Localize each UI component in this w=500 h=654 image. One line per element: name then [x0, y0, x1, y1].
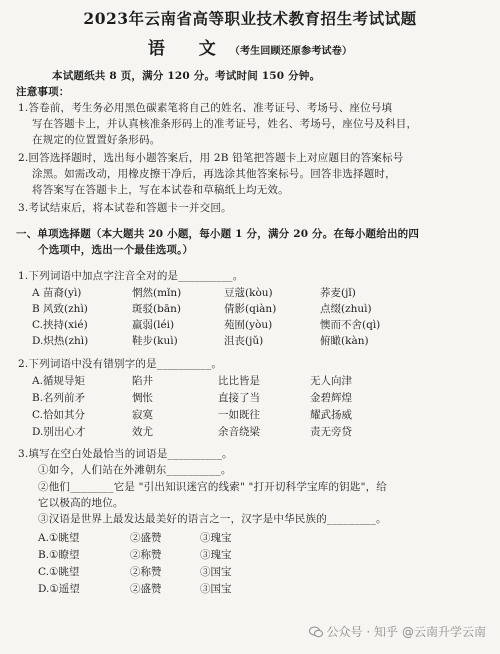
option-cell: 余音绕梁: [218, 426, 260, 438]
section-heading-cont: 个选项中，选出一个最佳选项。）: [38, 244, 194, 256]
option-cell: 陷井: [132, 375, 153, 387]
option-cell: 荞麦(jǐ): [320, 287, 356, 299]
option-cell: C.恰如其分: [32, 409, 85, 421]
option-cell: 惘然(mǐn): [132, 287, 182, 299]
option-cell: 金碧辉煌: [310, 392, 352, 404]
option-cell: A.①眺望: [38, 532, 80, 544]
note-line: 将答案写在答题卡上，写在本试卷和草稿纸上均无效。: [32, 184, 289, 196]
option-cell: B.①瞭望: [38, 549, 80, 561]
option-cell: 点缀(zhuì): [320, 303, 372, 315]
option-cell: 寂寞: [132, 409, 153, 421]
option-cell: 倩影(qiàn): [224, 303, 277, 315]
option-cell: 耀武扬威: [310, 409, 352, 421]
option-cell: 惆怅: [132, 392, 153, 404]
option-cell: 斑驳(bān): [132, 303, 181, 315]
note-line: 写在答题卡上，并认真核准条形码上的准考证号，姓名、考场号，座位号及科目，: [32, 118, 418, 130]
exam-info: 本试题纸共 8 页，满分 120 分。考试时间 150 分钟。: [52, 70, 321, 82]
section-heading: 一、单项选择题（本大题共 20 小题，每小题 1 分，满分 20 分。在每小题给出的四: [16, 228, 420, 240]
option-cell: 羸弱(léi): [132, 319, 175, 331]
question-2-option-c: [32, 408, 410, 422]
question-2-stem: 2.下列词语中没有错别字的是__________。: [18, 358, 223, 370]
question-2-option-d: [32, 425, 410, 439]
notes-heading: 注意事项：: [16, 86, 70, 98]
option-cell: D.炽热(zhì): [32, 335, 89, 347]
question-3-sentence-1: ①如今，人们站在外滩朝东__________。: [38, 464, 232, 476]
question-1-option-a: [32, 286, 430, 300]
option-cell: D.别出心才: [32, 426, 86, 438]
question-3-stem: 3.填写在空白处最恰当的词语是__________。: [18, 448, 233, 460]
option-cell: ②盛赞: [130, 532, 162, 544]
watermark-right: @云南升学云南: [401, 625, 486, 639]
option-cell: D.①遥望: [38, 583, 80, 595]
option-cell: 豆蔻(kòu): [224, 287, 273, 299]
option-cell: 懊而不舍(qì): [320, 319, 381, 331]
subject-line: [0, 39, 500, 59]
option-cell: C.①眺望: [38, 566, 80, 578]
question-1-stem: 1.下列词语中加点字注音全对的是__________。: [18, 270, 244, 282]
question-3-option-c: [38, 565, 270, 579]
question-3-sentence-2: ②他们________它是 "引出知识迷宫的线索" "打开切科学宝库的钥匙"，给: [38, 481, 387, 493]
note-line: 3.考试结束后，将本试卷和答题卡一并交回。: [18, 202, 232, 214]
question-3-sentence-3: ③汉语是世界上最发达最美好的语言之一，汉字是中华民族的_________。: [38, 513, 387, 525]
option-cell: 责无旁贷: [310, 426, 352, 438]
subject-name: 语 文: [147, 39, 230, 59]
subject-note: （考生回顾还原参考试卷）: [229, 46, 353, 57]
watermark-left: 公众号 · 知乎: [326, 625, 398, 639]
option-cell: 鞋步(kuì): [132, 335, 178, 347]
option-cell: C.挟持(xié): [32, 319, 88, 331]
exam-title: 2023年云南省高等职业技术教育招生考试试题: [83, 9, 417, 28]
option-cell: 一如既往: [218, 409, 260, 421]
wechat-icon: [309, 626, 323, 638]
question-1-option-c: [32, 318, 430, 332]
option-cell: B.名列前矛: [32, 392, 86, 404]
option-cell: ③瑰宝: [200, 532, 232, 544]
question-3-sentence-2-cont: 它以极高的地位。: [38, 497, 124, 509]
note-line: 1.答卷前，考生务必用黑色碳素笔将自己的姓名、准考证号、考场号、座位号填: [18, 102, 393, 114]
question-3-option-b: [38, 548, 270, 562]
option-cell: ②称赞: [130, 549, 162, 561]
option-cell: 俯瞰(kàn): [320, 335, 369, 347]
option-cell: A 苗裔(yì): [32, 287, 82, 299]
option-cell: ②盛赞: [130, 583, 162, 595]
option-cell: 苑囿(yòu): [224, 319, 273, 331]
question-1-option-d: [32, 334, 430, 348]
watermark: [309, 623, 486, 640]
option-cell: ③国宝: [200, 583, 232, 595]
question-3-option-d: [38, 582, 270, 596]
option-cell: 沮丧(jǔ): [224, 335, 264, 347]
option-cell: ③国宝: [200, 566, 232, 578]
option-cell: 无人向津: [310, 375, 352, 387]
note-line: 在规定的位置置好条形码。: [32, 134, 161, 146]
question-2-option-a: [32, 374, 410, 388]
note-line: 涂黑。如需改动，用橡皮擦干净后，再选涂其他答案标号。回答非选择题时，: [32, 168, 396, 180]
option-cell: ②称赞: [130, 566, 162, 578]
option-cell: 比比皆是: [218, 375, 260, 387]
option-cell: B 风致(zhì): [32, 303, 88, 315]
note-line: 2.回答选择题时，选出每小题答案后，用 2B 铅笔把答题卡上对应题目的答案标号: [18, 152, 404, 164]
option-cell: A.循规导矩: [32, 375, 85, 387]
option-cell: 直接了当: [218, 392, 260, 404]
question-1-option-b: [32, 302, 430, 316]
option-cell: ③瑰宝: [200, 549, 232, 561]
question-3-option-a: [38, 531, 270, 545]
option-cell: 效尤: [132, 426, 153, 438]
question-2-option-b: [32, 391, 410, 405]
